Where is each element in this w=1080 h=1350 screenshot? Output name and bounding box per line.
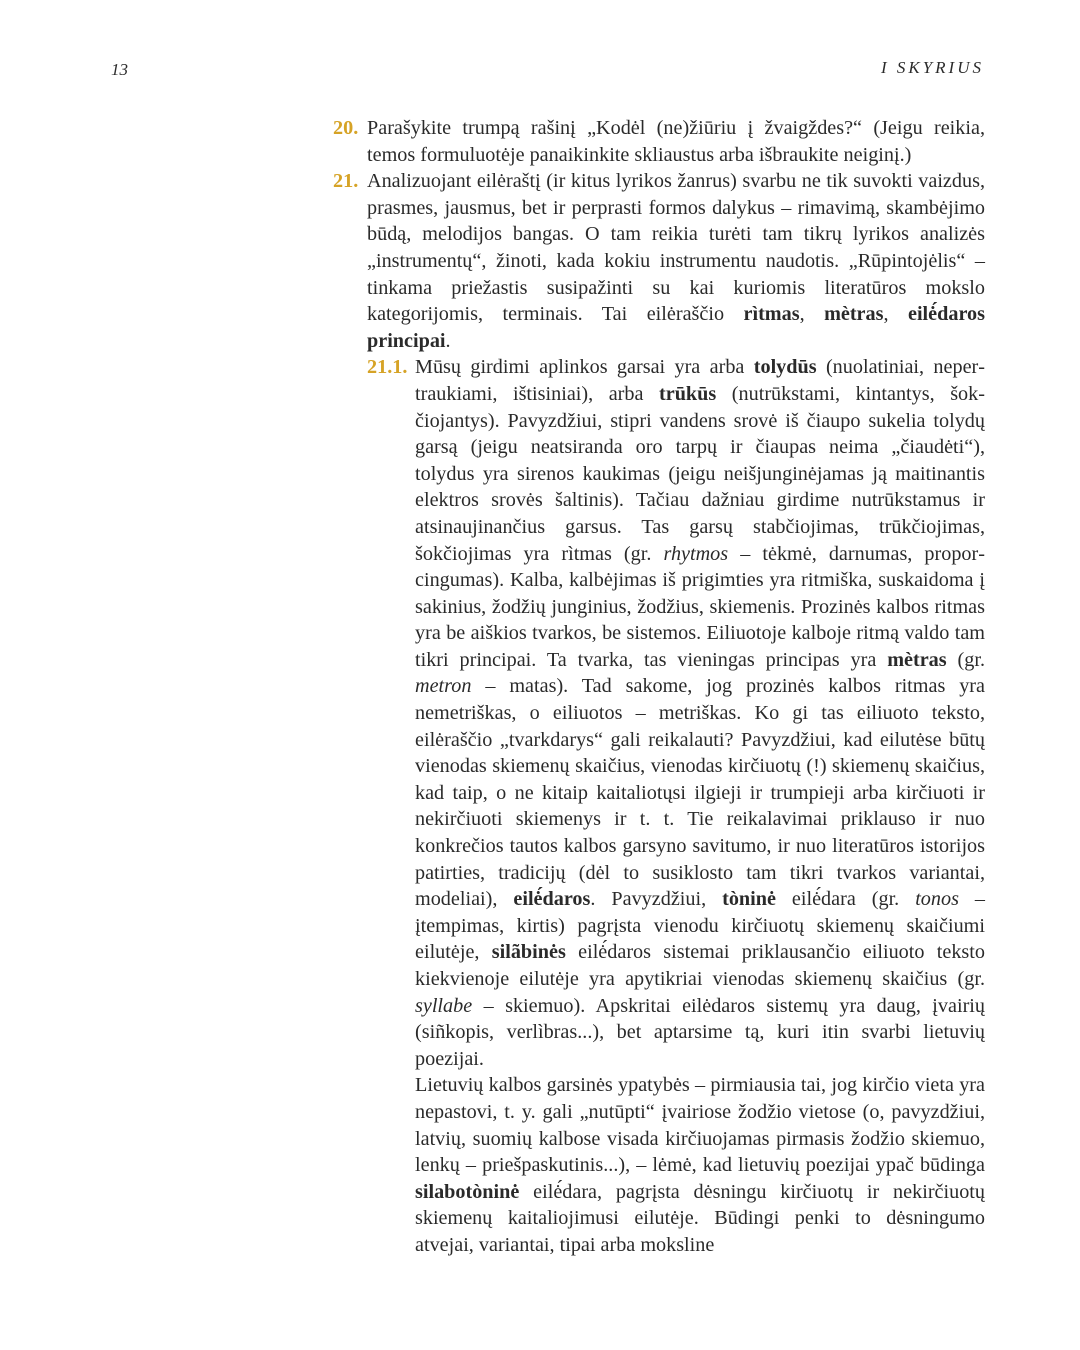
- term-bold: mètras: [887, 648, 947, 671]
- main-content: [333, 115, 985, 1259]
- term-bold: mètras: [824, 303, 884, 326]
- term-bold: silabotòninė: [415, 1180, 520, 1203]
- term-italic: tonos: [915, 888, 959, 911]
- text-run: .: [445, 329, 451, 352]
- text-run: Mūsų girdimi aplinkos garsai yra arba: [415, 356, 754, 379]
- text-run: eilė́dara, pagrįsta dėsningu kirčiuotų ir nekirčiuotų skiemenų kaitaliojimusi eilutėje. Būdingi penki to dėsningumo atvejai, variantai, tipai arba moksline: [415, 1180, 985, 1256]
- page-number: 13: [111, 60, 128, 79]
- text-run: (nuolatiniai, nepertraukiami, ištisiniai), arba: [415, 356, 985, 405]
- text-run: . Pavyzdžiui,: [590, 888, 723, 911]
- text-run: – įtempimas, kirtis) pagrįsta vienodu kirčiuotų skiemenų skaičiumi eilutėje,: [415, 888, 985, 964]
- text-run: (nutrūkstami, kintantys, šokčiojantys). Pavyzdžiui, stipri vandens srovė iš čiaupo sukelia tolydų garsą (jeigu neatsiranda oro tarpų ir čiaupas neima „čiaudėti“), tolydus yra sirenos kaukimas (jeigu neišjunginėjamas ją maitinantis elektros srovės šaltinis). Tačiau dažniau girdime nutrūkstamus ir atsinaujinančius garsus. Tas garsų stabčiojimas, trūkčiojimas, šokčiojimas yra rìtmas (gr.: [415, 382, 985, 565]
- subitem-text: [415, 354, 985, 1072]
- text-run: eilė́daros sistemai priklausančio eiliuoto teksto kiekvienoje eilutėje yra apytikriai vienodas skiemenų skaičius (gr.: [415, 941, 985, 990]
- text-run: – skiemuo). Apskritai eilėdaros sistemų yra daug, įvairių (siñkopis, verlìbras...), bet aptarsime tą, kuri itin svarbi lietuvių poezijai.: [415, 994, 985, 1070]
- text-run: Parašykite trumpą rašinį „Kodėl (ne)žiūriu į žvaigždes?“ (Jeigu reikia, temos formuluotėje panaikinkite skliaustus arba išbraukite neiginį.): [367, 117, 985, 166]
- item-number: 20.: [333, 117, 359, 139]
- continuation-paragraph: [415, 1072, 985, 1258]
- text-run: – tėkmė, darnumas, proporcingumas). Kalba, kalbėjimas iš prigimties yra ritmiška, suskaidoma į sakinius, žodžių junginius, žodžius, skiemenis. Prozinės kalbos ritmas yra be aiškios tvarkos, be sistemos. Eiliuotoje kalboje ritmą valdo tam tikri principai. Ta tvarka, tas vieningas principas yra: [415, 542, 985, 671]
- exercise-subitem-21-1: [367, 354, 985, 1072]
- term-bold: trūkūs: [659, 382, 717, 405]
- term-bold: rìtmas: [743, 303, 800, 326]
- term-italic: syllabe: [415, 994, 473, 1017]
- exercise-item-21: [333, 168, 985, 354]
- item-number: 21.: [333, 170, 359, 193]
- item-text: [367, 115, 985, 168]
- term-italic: metron: [415, 675, 472, 698]
- term-bold: tolydūs: [753, 356, 817, 379]
- item-text: [367, 168, 985, 354]
- subitem-number: 21.1.: [367, 356, 408, 379]
- text-run: – matas). Tad sakome, jog prozinės kalbos ritmas yra nemetriškas, o eiliuotos – metriškas. Ko gi tas eiliuoto teksto, eilėraščio „tvarkdarys“ gali reikalauti? Pavyzdžiui, kad eilutėse būtų vienodas skiemenų skaičius, vienodas kirčiuotų (!) skiemenų skaičius, kad taip, o ne kitaip kaitaliotųsi ilgieji ir trumpieji arba kirčiuoti ir nekirčiuoti skiemenys ir t. t. Tie reikalavimai priklauso ir nuo konkrečios tautos kalbos garsyno savitumo, ir nuo literatūros istorijos patirties, tradicijų (dėl to susiklosto tam tikri tvarkos variantai, modeliai),: [415, 675, 985, 911]
- text-run: eilė́dara (gr.: [775, 888, 916, 911]
- text-run: ,: [883, 303, 908, 326]
- text-run: Lietuvių kalbos garsinės ypatybės – pirmiausia tai, jog kirčio vieta yra nepastovi, t. y. gali „nutūpti“ įvairiose žodžio vietose (o, pavyzdžiui, latvių, suomių kalbose visada kirčiuojamas pirmasis žodžio skiemuo, lenkų – priešpaskutinis...), – lėmė, kad lietuvių poezijai ypač būdinga: [415, 1074, 985, 1177]
- term-italic: rhytmos: [663, 542, 729, 565]
- running-head: I SKYRIUS: [880, 58, 984, 77]
- text-run: Analizuojant eilėraštį (ir kitus lyrikos žanrus) svarbu ne tik suvokti vaizdus, prasmes, jausmus, bet ir perprasti formos dalykus – rimavimą, skambėjimo būdą, melodijos bangas. O tam reikia turėti tam tikrų lyrikos analizės „instrumentų“, žinoti, kada kokiu instrumentu naudotis. „Rūpintojėlis“ – tinkama priežastis susipažinti su kai kuriomis literatūros mokslo kategorijomis, terminais. Tai eilėraščio: [367, 170, 985, 326]
- term-bold: tòninė: [722, 888, 776, 911]
- term-bold: eilė́daros: [513, 888, 591, 911]
- term-bold: eilė́daros principai: [367, 303, 985, 352]
- text-run: ,: [799, 303, 825, 326]
- text-run: (gr.: [946, 648, 985, 671]
- term-bold: silãbinės: [491, 941, 566, 964]
- exercise-item-20: [333, 115, 985, 168]
